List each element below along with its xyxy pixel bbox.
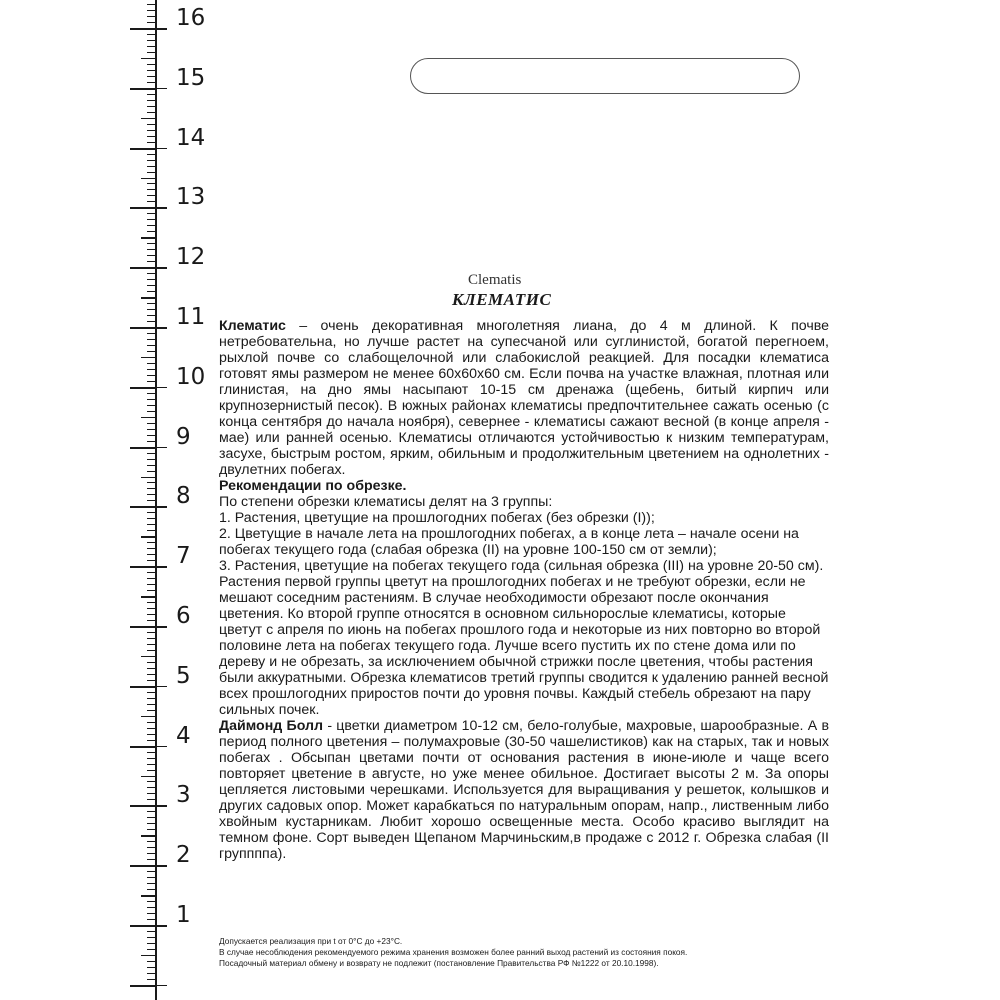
ruler-fine-tick [147,680,155,681]
ruler-fine-tick [147,321,155,322]
ruler-fine-tick [147,799,155,800]
ruler-fine-tick [147,52,155,53]
ruler-major-tick [130,28,155,30]
ruler-number: 7 [176,543,191,570]
footer-line-1: Допускается реализация при t от 0°С до +23°С. [219,936,403,946]
measuring-ruler [0,0,210,1000]
pruning-item-1: 1. Растения, цветущие на прошлогодних побегах (без обрезки (I)); [219,510,655,526]
ruler-right-tick [155,925,167,927]
ruler-major-tick [130,925,155,927]
ruler-fine-tick [147,130,155,131]
ruler-fine-tick [147,548,155,549]
ruler-fine-tick [147,847,155,848]
ruler-fine-tick [147,482,155,483]
ruler-minor-tick [141,536,155,538]
ruler-fine-tick [147,542,155,543]
ruler-fine-tick [147,213,155,214]
ruler-right-tick [155,207,167,209]
ruler-fine-tick [147,823,155,824]
ruler-minor-tick [141,895,155,897]
ruler-fine-tick [147,949,155,950]
ruler-fine-tick [147,853,155,854]
description-text [219,318,829,862]
product-title: КЛЕМАТИС [452,290,552,309]
ruler-fine-tick [147,124,155,125]
ruler-fine-tick [147,901,155,902]
ruler-fine-tick [147,285,155,286]
ruler-fine-tick [147,572,155,573]
ruler-major-tick [130,267,155,269]
ruler-fine-tick [147,530,155,531]
ruler-fine-tick [147,937,155,938]
ruler-minor-tick [141,297,155,299]
ruler-fine-tick [147,219,155,220]
ruler-fine-tick [147,172,155,173]
ruler-fine-tick [147,728,155,729]
ruler-right-tick [155,447,167,449]
ruler-major-tick [130,805,155,807]
ruler-right-tick [155,746,167,748]
ruler-fine-tick [147,781,155,782]
ruler-major-tick [130,626,155,628]
ruler-fine-tick [147,488,155,489]
ruler-minor-tick [141,178,155,180]
ruler-minor-tick [141,58,155,60]
ruler-fine-tick [147,967,155,968]
ruler-fine-tick [147,453,155,454]
ruler-right-tick [155,566,167,568]
ruler-fine-tick [147,82,155,83]
ruler-fine-tick [147,411,155,412]
ruler-fine-tick [147,255,155,256]
ruler-minor-tick [141,596,155,598]
ruler-fine-tick [147,632,155,633]
ruler-fine-tick [147,22,155,23]
ruler-fine-tick [147,166,155,167]
ruler-fine-tick [147,961,155,962]
ruler-minor-tick [141,118,155,120]
ruler-right-tick [155,805,167,807]
ruler-fine-tick [147,793,155,794]
ruler-fine-tick [147,668,155,669]
ruler-major-tick [130,88,155,90]
ruler-fine-tick [147,859,155,860]
ruler-number: 16 [176,5,206,31]
ruler-number: 9 [176,423,191,450]
pruning-item-3: 3. Растения, цветущие на побегах текущего года (сильная обрезка (III) на уровне 20-50 см). [219,558,824,574]
footer-line-3: Посадочный материал обмену и возврату не подлежит (постановление Правительства РФ №1222 от 20.10.1998). [219,958,659,968]
ruler-fine-tick [147,913,155,914]
ruler-fine-tick [147,303,155,304]
ruler-fine-tick [147,907,155,908]
ruler-fine-tick [147,919,155,920]
ruler-fine-tick [147,584,155,585]
ruler-fine-tick [147,249,155,250]
ruler-right-tick [155,865,167,867]
ruler-fine-tick [147,811,155,812]
ruler-fine-tick [147,142,155,143]
ruler-fine-tick [147,758,155,759]
ruler-fine-tick [147,273,155,274]
ruler-fine-tick [147,399,155,400]
ruler-fine-tick [147,64,155,65]
ruler-fine-tick [147,243,155,244]
ruler-fine-tick [147,291,155,292]
ruler-fine-tick [147,787,155,788]
ruler-fine-tick [147,429,155,430]
ruler-major-tick [130,207,155,209]
ruler-fine-tick [147,770,155,771]
ruler-major-tick [130,148,155,150]
ruler-fine-tick [147,100,155,101]
ruler-right-tick [155,387,167,389]
ruler-fine-tick [147,704,155,705]
ruler-fine-tick [147,698,155,699]
ruler-fine-tick [147,345,155,346]
ruler-fine-tick [147,674,155,675]
ruler-number: 6 [176,603,191,629]
ruler-fine-tick [147,106,155,107]
ruler-right-tick [155,267,167,269]
ruler-fine-tick [147,441,155,442]
intro-term: Клематис [219,318,286,334]
ruler-fine-tick [147,471,155,472]
ruler-fine-tick [147,620,155,621]
ruler-fine-tick [147,154,155,155]
ruler-number: 15 [176,64,206,91]
ruler-fine-tick [147,16,155,17]
ruler-minor-tick [141,835,155,837]
ruler-major-tick [130,865,155,867]
ruler-major-tick [130,506,155,508]
ruler-fine-tick [147,381,155,382]
ruler-fine-tick [147,225,155,226]
intro-paragraph [219,318,829,478]
ruler-major-tick [130,686,155,688]
ruler-fine-tick [147,375,155,376]
ruler-right-tick [155,327,167,329]
ruler-fine-tick [147,195,155,196]
ruler-fine-tick [147,590,155,591]
ruler-fine-tick [147,309,155,310]
ruler-minor-tick [141,656,155,658]
ruler-fine-tick [147,524,155,525]
ruler-fine-tick [147,943,155,944]
ruler-major-tick [130,447,155,449]
ruler-right-tick [155,985,167,987]
ruler-fine-tick [147,554,155,555]
ruler-fine-tick [147,871,155,872]
ruler-fine-tick [147,602,155,603]
ruler-right-tick [155,506,167,508]
ruler-fine-tick [147,261,155,262]
ruler-minor-tick [141,776,155,778]
variety-name: Даймонд Болл [219,718,324,734]
ruler-fine-tick [147,578,155,579]
variety-paragraph [219,718,829,862]
ruler-fine-tick [147,494,155,495]
ruler-fine-tick [147,931,155,932]
footer-notes [219,936,839,969]
hang-hole [410,58,800,94]
ruler-fine-tick [147,764,155,765]
intro-body: – очень декоративная многолетняя лиана, до 4 м длиной. К почве нетребовательна, но лучше растет на супесчаной или суглинистой, богатой перегноем, рыхлой почве со слабощелочной или слабокислой реакцией. Для посадки клематиса готовят ямы размером не менее 60х60х60 см. Если почва на участке влажная, плотная или глинистая, на дно ямы насыпают 10-15 см дренажа (щебень, битый кирпич или крупнозернистый песок). В южных районах клематисы предпочтительнее сажать осенью (с конца сентября до начала ноября), севернее - клематисы сажают весной (в конце апреля - мае) или ранней осенью. Клематисы отличаются устойчивостью к низким температурам, засухе, быстрым ростом, ярким, обильным и продолжительным цветением на однолетних - двулетних побегах. [219,318,829,478]
ruler-fine-tick [147,883,155,884]
ruler-fine-tick [147,183,155,184]
ruler-fine-tick [147,734,155,735]
ruler-fine-tick [147,638,155,639]
pruning-lead: По степени обрезки клематисы делят на 3 группы: [219,494,553,510]
ruler-number: 14 [176,124,206,151]
ruler-number: 11 [176,304,206,330]
ruler-minor-tick [141,955,155,957]
ruler-fine-tick [147,817,155,818]
ruler-fine-tick [147,46,155,47]
footer-line-2: В случае несоблюдения рекомендуемого режима хранения возможен более ранний выход растений из состояния покоя. [219,947,688,957]
ruler-number: 5 [176,662,191,689]
ruler-fine-tick [147,512,155,513]
ruler-fine-tick [147,829,155,830]
ruler-number: 2 [176,842,191,869]
ruler-fine-tick [147,136,155,137]
ruler-fine-tick [147,841,155,842]
ruler-right-tick [155,88,167,90]
ruler-right-tick [155,148,167,150]
ruler-major-tick [130,746,155,748]
latin-name: Clematis [468,272,522,288]
ruler-fine-tick [147,752,155,753]
ruler-fine-tick [147,423,155,424]
ruler-number: 4 [176,722,191,749]
ruler-fine-tick [147,877,155,878]
ruler-major-tick [130,985,155,987]
ruler-spine [155,0,157,1000]
ruler-fine-tick [147,40,155,41]
ruler-fine-tick [147,614,155,615]
ruler-fine-tick [147,231,155,232]
ruler-fine-tick [147,435,155,436]
ruler-fine-tick [147,465,155,466]
ruler-fine-tick [147,315,155,316]
ruler-major-tick [130,566,155,568]
ruler-fine-tick [147,369,155,370]
ruler-right-tick [155,626,167,628]
ruler-fine-tick [147,4,155,5]
ruler-fine-tick [147,560,155,561]
ruler-major-tick [130,327,155,329]
ruler-number: 8 [176,483,191,510]
ruler-fine-tick [147,500,155,501]
ruler-minor-tick [141,237,155,239]
ruler-fine-tick [147,201,155,202]
ruler-fine-tick [147,740,155,741]
ruler-fine-tick [147,76,155,77]
ruler-minor-tick [141,477,155,479]
ruler-fine-tick [147,405,155,406]
pruning-heading: Рекомендации по обрезке. [219,478,407,494]
ruler-major-tick [130,387,155,389]
ruler-fine-tick [147,644,155,645]
ruler-fine-tick [147,189,155,190]
ruler-fine-tick [147,979,155,980]
ruler-fine-tick [147,393,155,394]
ruler-number: 12 [176,244,206,271]
ruler-fine-tick [147,662,155,663]
pruning-item-2: 2. Цветущие в начале лета на прошлогодних побегах, а в конце лета – начале осени на побегах текущего года (слабая обрезка (II) на уровне 100-150 см от земли); [219,526,799,558]
ruler-number: 10 [176,363,206,390]
ruler-fine-tick [147,363,155,364]
ruler-right-tick [155,686,167,688]
ruler-fine-tick [147,692,155,693]
ruler-fine-tick [147,650,155,651]
ruler-fine-tick [147,518,155,519]
ruler-fine-tick [147,608,155,609]
ruler-number: 3 [176,782,191,809]
ruler-fine-tick [147,160,155,161]
ruler-fine-tick [147,34,155,35]
ruler-fine-tick [147,710,155,711]
ruler-fine-tick [147,279,155,280]
ruler-fine-tick [147,459,155,460]
variety-description: - цветки диаметром 10-12 см, бело-голубые, махровые, шарообразные. А в период полного цветения – полумахровые (30-50 чашелистиков) как на старых, так и новых побегах . Обсыпан цветами почти от основания растения в июне-июле и чаще всего повторяет цветение в августе, но уже менее обильное. Достигает высоты 2 м. За опоры цепляется листовыми черешками. Используется для выращивания у решеток, колышков и других садовых опор. Может карабкаться по натуральным опорам, напр., лиственным либо хвойным кустарникам. Любит хорошо освещенные места. Особо красиво выглядит на темном фоне. Сорт выведен Щепаном Марчиньским,в продаже с 2012 г. Обрезка слабая (II группппа). [219,718,829,862]
ruler-fine-tick [147,333,155,334]
pruning-paragraph: Растения первой группы цветут на прошлогодних побегах и не требуют обрезки, если не мешают соседним растениям. В случае необходимости обрезают после окончания цветения. Ко второй группе относятся в основном сильнорослые клематисы, которые цветут с апреля по июнь на побегах прошлого года и некоторые из них повторно во второй половине лета на побегах текущего года. Лучше всего пустить их по стене дома или по дереву и не обрезать, за исключением обычной стрижки после цветения, чтобы растения были аккуратными. Обрезка клематисов третий группы сводится к удалению ранней весной всех прошлогодних приростов почти до уровня почвы. Каждый стебель обрезают на пару сильных почек. [219,574,829,718]
ruler-fine-tick [147,70,155,71]
ruler-minor-tick [141,357,155,359]
ruler-fine-tick [147,339,155,340]
ruler-fine-tick [147,94,155,95]
ruler-number: 13 [176,184,206,211]
ruler-fine-tick [147,889,155,890]
ruler-number: 1 [176,902,191,928]
ruler-minor-tick [141,417,155,419]
ruler-fine-tick [147,112,155,113]
ruler-fine-tick [147,351,155,352]
ruler-fine-tick [147,973,155,974]
ruler-minor-tick [141,716,155,718]
ruler-right-tick [155,28,167,30]
ruler-fine-tick [147,10,155,11]
ruler-fine-tick [147,722,155,723]
